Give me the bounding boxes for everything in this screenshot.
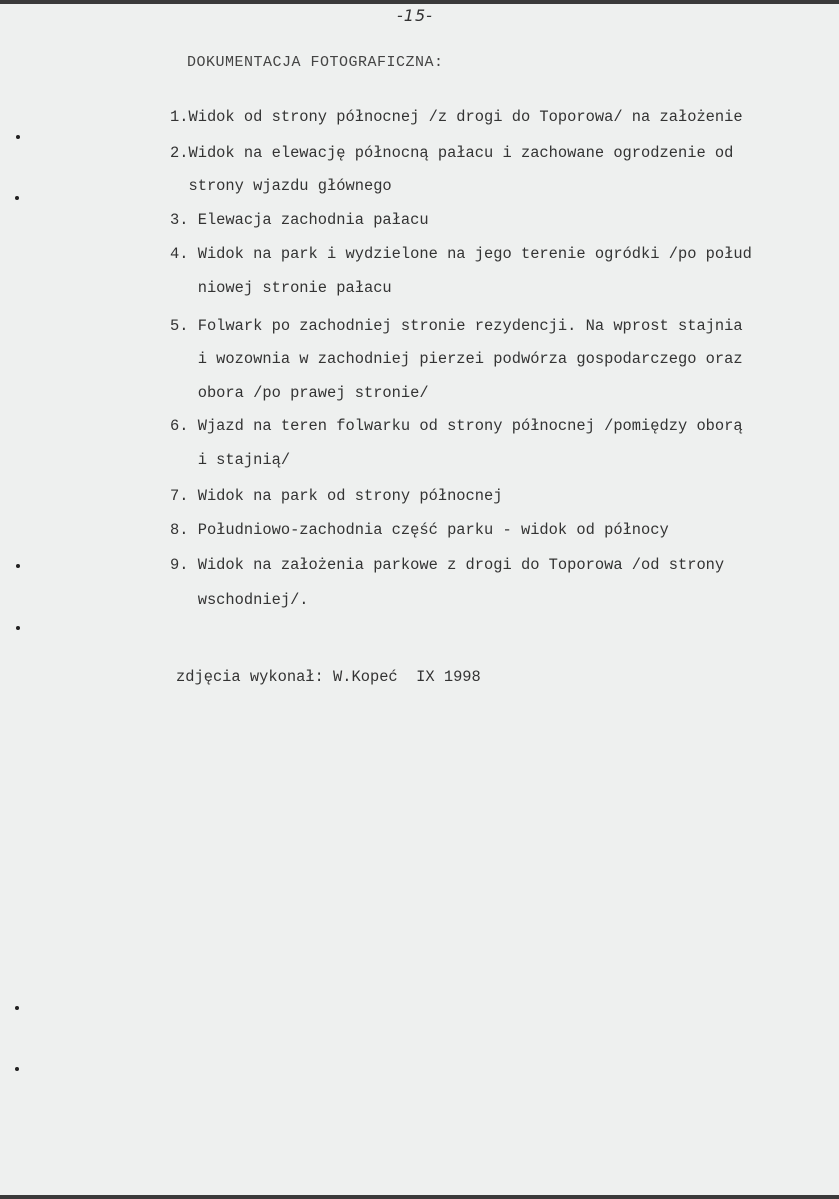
list-item-5-line-1: 5. Folwark po zachodniej stronie rezydencji. Na wprost stajnia [170,317,743,335]
list-item-8-line-1: 8. Południowo-zachodnia część parku - widok od północy [170,521,669,539]
binder-hole-mark [15,196,19,200]
list-item-9-line-1: 9. Widok na założenia parkowe z drogi do Toporowa /od strony [170,556,725,574]
list-item-2-line-2: strony wjazdu głównego [170,177,392,195]
list-item-6-line-1: 6. Wjazd na teren folwarku od strony północnej /pomiędzy oborą [170,417,743,435]
binder-hole-mark [16,626,20,630]
list-item-7-line-1: 7. Widok na park od strony północnej [170,487,503,505]
document-page [0,4,839,1195]
list-item-3-line-1: 3. Elewacja zachodnia pałacu [170,211,429,229]
list-item-5-line-3: obora /po prawej stronie/ [170,384,429,402]
document-heading: DOKUMENTACJA FOTOGRAFICZNA: [187,54,444,71]
binder-hole-mark [15,1067,19,1071]
binder-hole-mark [16,564,20,568]
list-item-2-line-1: 2.Widok na elewację północną pałacu i zachowane ogrodzenie od [170,144,734,162]
list-item-1-line-1: 1.Widok od strony północnej /z drogi do Toporowa/ na założenie [170,108,743,126]
list-item-4-line-2: niowej stronie pałacu [170,279,392,297]
list-item-6-line-2: i stajnią/ [170,451,291,469]
photo-credit: zdjęcia wykonał: W.Kopeć IX 1998 [176,668,481,686]
page-number: -15- [397,6,433,25]
binder-hole-mark [15,1006,19,1010]
list-item-5-line-2: i wozownia w zachodniej pierzei podwórza gospodarczego oraz [170,350,743,368]
list-item-4-line-1: 4. Widok na park i wydzielone na jego terenie ogródki /po połud [170,245,752,263]
binder-hole-mark [16,135,20,139]
list-item-9-line-2: wschodniej/. [170,591,309,609]
